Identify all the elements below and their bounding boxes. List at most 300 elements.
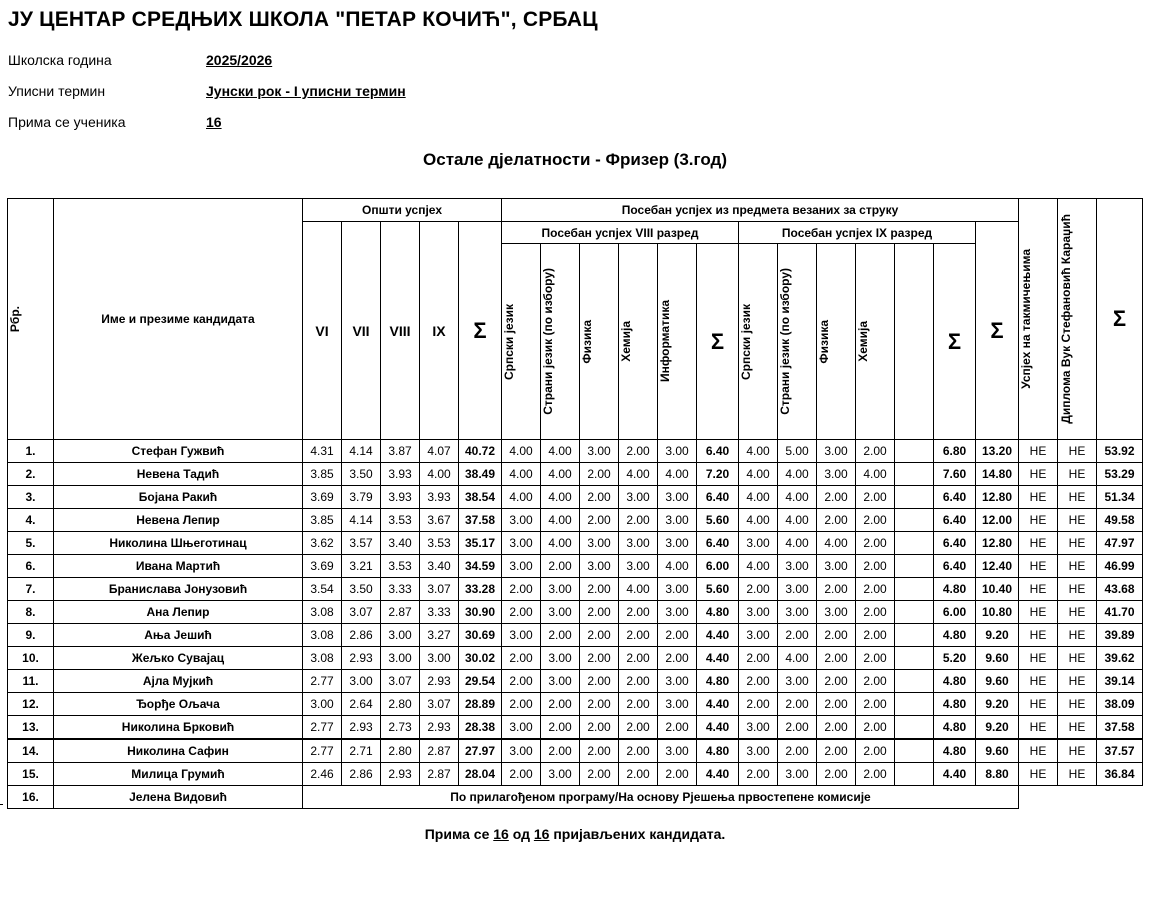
viii-subject-cell: 2.00 <box>658 716 697 740</box>
row-number: 3. <box>8 486 54 509</box>
viii-subject-cell: 3.00 <box>502 532 541 555</box>
viii-subject-cell: 3.00 <box>619 486 658 509</box>
ix-subject-cell: 4.00 <box>778 486 817 509</box>
info-label: Уписни термин <box>8 83 106 99</box>
grade-cell: 3.07 <box>381 670 420 693</box>
viii-subject-cell: 2.00 <box>502 693 541 716</box>
ix-subject-cell: 2.00 <box>856 486 895 509</box>
viii-subject-cell: 2.00 <box>658 647 697 670</box>
grade-cell: 2.86 <box>342 763 381 786</box>
ix-subject-cell: 4.00 <box>778 647 817 670</box>
ix-subject-cell: 2.00 <box>817 716 856 740</box>
competition-cell: НЕ <box>1019 716 1058 740</box>
total-score: 39.89 <box>1097 624 1143 647</box>
special-sum: 9.20 <box>976 716 1019 740</box>
general-sum: 28.04 <box>459 763 502 786</box>
grade-cell: 3.50 <box>342 578 381 601</box>
header-diploma-label: Диплома Вук Стефановић Караџић <box>1059 214 1073 424</box>
viii-subject-cell: 2.00 <box>619 601 658 624</box>
grade-cell: 3.69 <box>303 555 342 578</box>
total-score: 41.70 <box>1097 601 1143 624</box>
header-viii-subject <box>619 244 658 440</box>
ix-subject-cell <box>895 763 934 786</box>
special-sum: 12.40 <box>976 555 1019 578</box>
general-sum: 34.59 <box>459 555 502 578</box>
subject-label: Страни језик (по избору) <box>778 268 792 415</box>
viii-subject-cell: 4.00 <box>658 555 697 578</box>
diploma-cell: НЕ <box>1058 624 1097 647</box>
grade-cell: 2.77 <box>303 739 342 763</box>
ix-subject-cell: 3.00 <box>739 532 778 555</box>
viii-subject-cell: 2.00 <box>580 693 619 716</box>
general-sum: 37.58 <box>459 509 502 532</box>
ix-subject-cell: 4.00 <box>856 463 895 486</box>
grade-cell: 3.07 <box>420 693 459 716</box>
header-ix-sigma: Σ <box>934 244 976 440</box>
info-enrollment-term <box>8 83 406 99</box>
row-number: 6. <box>8 555 54 578</box>
row-number: 16. <box>8 786 54 809</box>
grade-cell: 2.73 <box>381 716 420 740</box>
subject-label: Хемија <box>856 321 870 362</box>
table-row <box>8 486 1143 509</box>
grade-cell: 3.07 <box>342 601 381 624</box>
grade-cell: 3.69 <box>303 486 342 509</box>
grade-cell: 3.00 <box>342 670 381 693</box>
viii-subject-cell: 4.00 <box>502 440 541 463</box>
ix-subject-cell: 2.00 <box>817 693 856 716</box>
ix-subject-cell: 4.00 <box>778 509 817 532</box>
viii-subject-cell: 3.00 <box>658 509 697 532</box>
header-total-sigma: Σ <box>1097 199 1143 440</box>
general-sum: 30.90 <box>459 601 502 624</box>
viii-sum: 4.80 <box>697 601 739 624</box>
total-score: 39.14 <box>1097 670 1143 693</box>
header-opsti: Општи успјех <box>303 199 502 222</box>
header-viii: Посебан успјех VIII разред <box>502 222 739 244</box>
competition-cell: НЕ <box>1019 693 1058 716</box>
grade-cell: 3.27 <box>420 624 459 647</box>
grade-cell: 3.79 <box>342 486 381 509</box>
total-score: 53.92 <box>1097 440 1143 463</box>
viii-sum: 4.40 <box>697 763 739 786</box>
ix-subject-cell: 2.00 <box>817 486 856 509</box>
general-sum: 30.02 <box>459 647 502 670</box>
header-viii-subject <box>580 244 619 440</box>
header-general-sigma: Σ <box>459 222 502 440</box>
header-viii-subject <box>541 244 580 440</box>
viii-subject-cell: 2.00 <box>580 601 619 624</box>
header-competition <box>1019 199 1058 440</box>
general-sum: 29.54 <box>459 670 502 693</box>
ix-subject-cell <box>895 601 934 624</box>
grade-cell: 4.07 <box>420 440 459 463</box>
viii-subject-cell: 3.00 <box>541 578 580 601</box>
grade-cell: 2.64 <box>342 693 381 716</box>
diploma-cell: НЕ <box>1058 716 1097 740</box>
viii-sum: 6.00 <box>697 555 739 578</box>
ix-subject-cell: 2.00 <box>739 578 778 601</box>
grade-cell: 2.77 <box>303 670 342 693</box>
special-sum: 14.80 <box>976 463 1019 486</box>
ix-subject-cell: 3.00 <box>778 578 817 601</box>
viii-subject-cell: 3.00 <box>580 532 619 555</box>
ix-subject-cell: 2.00 <box>856 440 895 463</box>
viii-subject-cell: 2.00 <box>580 763 619 786</box>
grade-cell: 3.53 <box>381 555 420 578</box>
viii-subject-cell: 2.00 <box>580 578 619 601</box>
subject-label: Хемија <box>619 321 633 362</box>
candidate-name: Жељко Суваjац <box>54 647 303 670</box>
special-sum: 9.60 <box>976 647 1019 670</box>
viii-subject-cell: 4.00 <box>619 463 658 486</box>
competition-cell: НЕ <box>1019 624 1058 647</box>
ix-sum: 6.40 <box>934 486 976 509</box>
table-row <box>8 693 1143 716</box>
competition-cell: НЕ <box>1019 739 1058 763</box>
grade-cell: 3.40 <box>381 532 420 555</box>
header-ix-subject <box>856 244 895 440</box>
grade-cell: 3.21 <box>342 555 381 578</box>
ix-subject-cell: 3.00 <box>739 624 778 647</box>
diploma-cell: НЕ <box>1058 463 1097 486</box>
ix-subject-cell <box>895 647 934 670</box>
row-number: 11. <box>8 670 54 693</box>
viii-subject-cell: 3.00 <box>541 647 580 670</box>
viii-subject-cell: 2.00 <box>502 578 541 601</box>
competition-cell: НЕ <box>1019 440 1058 463</box>
grade-cell: 3.62 <box>303 532 342 555</box>
row-number: 4. <box>8 509 54 532</box>
viii-subject-cell: 2.00 <box>619 440 658 463</box>
grade-cell: 4.14 <box>342 509 381 532</box>
ix-subject-cell: 2.00 <box>817 624 856 647</box>
candidate-name: Ана Лепир <box>54 601 303 624</box>
viii-subject-cell: 4.00 <box>541 532 580 555</box>
ix-subject-cell <box>895 716 934 740</box>
candidates-table <box>7 198 1143 809</box>
ix-subject-cell: 3.00 <box>739 601 778 624</box>
program-title: Остале дјелатности - Фризер (3.год) <box>423 150 727 169</box>
row-number: 9. <box>8 624 54 647</box>
viii-sum: 6.40 <box>697 486 739 509</box>
ix-subject-cell: 3.00 <box>778 601 817 624</box>
grade-cell: 3.85 <box>303 463 342 486</box>
general-sum: 38.54 <box>459 486 502 509</box>
footer-accepted: 16 <box>493 826 509 842</box>
viii-sum: 4.80 <box>697 739 739 763</box>
viii-subject-cell: 3.00 <box>502 555 541 578</box>
ix-sum: 4.80 <box>934 624 976 647</box>
ix-subject-cell: 4.00 <box>739 463 778 486</box>
viii-subject-cell: 2.00 <box>619 693 658 716</box>
viii-subject-cell: 4.00 <box>658 463 697 486</box>
diploma-cell: НЕ <box>1058 763 1097 786</box>
viii-subject-cell: 2.00 <box>619 670 658 693</box>
special-sum: 8.80 <box>976 763 1019 786</box>
viii-sum: 6.40 <box>697 440 739 463</box>
viii-subject-cell: 2.00 <box>541 693 580 716</box>
header-competition-label: Успјех на такмичењима <box>1019 249 1033 389</box>
grade-cell: 4.14 <box>342 440 381 463</box>
viii-subject-cell: 2.00 <box>580 716 619 740</box>
row-number: 13. <box>8 716 54 740</box>
viii-subject-cell: 3.00 <box>580 440 619 463</box>
info-students-accepted <box>8 114 222 130</box>
ix-sum: 4.80 <box>934 578 976 601</box>
grade-cell: 3.00 <box>381 624 420 647</box>
ix-subject-cell: 2.00 <box>856 532 895 555</box>
ix-subject-cell <box>895 440 934 463</box>
header-grade-vi: VI <box>303 222 342 440</box>
header-ix-subject <box>817 244 856 440</box>
info-label: Школска година <box>8 52 112 68</box>
grade-cell: 2.80 <box>381 693 420 716</box>
grade-cell: 3.07 <box>420 578 459 601</box>
grade-cell: 2.93 <box>342 716 381 740</box>
viii-subject-cell: 2.00 <box>541 555 580 578</box>
viii-subject-cell: 2.00 <box>619 647 658 670</box>
competition-cell: НЕ <box>1019 509 1058 532</box>
row-number: 5. <box>8 532 54 555</box>
viii-subject-cell: 3.00 <box>658 532 697 555</box>
margin-tick <box>0 804 3 805</box>
ix-sum: 7.60 <box>934 463 976 486</box>
viii-subject-cell: 2.00 <box>619 716 658 740</box>
ix-sum: 6.00 <box>934 601 976 624</box>
diploma-cell: НЕ <box>1058 509 1097 532</box>
grade-cell: 2.93 <box>342 647 381 670</box>
ix-subject-cell: 2.00 <box>817 647 856 670</box>
grade-cell: 2.87 <box>381 601 420 624</box>
footer-middle: од <box>512 826 530 842</box>
special-sum: 9.20 <box>976 624 1019 647</box>
competition-cell: НЕ <box>1019 486 1058 509</box>
school-title: ЈУ ЦЕНТАР СРЕДЊИХ ШКОЛА "ПЕТАР КОЧИЋ", СРБАЦ <box>8 8 598 31</box>
viii-subject-cell: 4.00 <box>541 463 580 486</box>
viii-subject-cell: 2.00 <box>658 624 697 647</box>
table-row <box>8 509 1143 532</box>
candidate-name: Ивана Мартић <box>54 555 303 578</box>
viii-subject-cell: 2.00 <box>619 739 658 763</box>
header-viii-subject <box>658 244 697 440</box>
viii-subject-cell: 2.00 <box>619 509 658 532</box>
row-number: 8. <box>8 601 54 624</box>
viii-subject-cell: 2.00 <box>619 763 658 786</box>
viii-sum: 4.40 <box>697 624 739 647</box>
ix-subject-cell: 2.00 <box>856 647 895 670</box>
viii-subject-cell: 3.00 <box>658 693 697 716</box>
ix-subject-cell <box>895 739 934 763</box>
info-value: 2025/2026 <box>206 52 273 68</box>
viii-sum: 7.20 <box>697 463 739 486</box>
ix-subject-cell: 4.00 <box>739 555 778 578</box>
ix-subject-cell: 2.00 <box>817 509 856 532</box>
row-number: 2. <box>8 463 54 486</box>
general-sum: 27.97 <box>459 739 502 763</box>
viii-subject-cell: 2.00 <box>541 716 580 740</box>
viii-subject-cell: 3.00 <box>658 601 697 624</box>
viii-sum: 5.60 <box>697 578 739 601</box>
table-row <box>8 647 1143 670</box>
ix-subject-cell: 2.00 <box>739 670 778 693</box>
viii-subject-cell: 4.00 <box>502 463 541 486</box>
ix-subject-cell: 2.00 <box>739 647 778 670</box>
subject-label: Физика <box>817 319 831 364</box>
viii-subject-cell: 3.00 <box>658 578 697 601</box>
header-ix-empty <box>895 244 934 440</box>
grade-cell: 3.33 <box>420 601 459 624</box>
ix-subject-cell: 3.00 <box>739 739 778 763</box>
special-sum: 9.60 <box>976 739 1019 763</box>
header-grade-ix: IX <box>420 222 459 440</box>
grade-cell: 3.40 <box>420 555 459 578</box>
ix-subject-cell: 2.00 <box>856 716 895 740</box>
footer-prefix: Прима се <box>424 826 490 842</box>
ix-subject-cell: 2.00 <box>856 624 895 647</box>
special-note: По прилагођеном програму/На основу Рјешења првостепене комисије <box>303 786 1019 809</box>
grade-cell: 3.67 <box>420 509 459 532</box>
header-posebni: Посебан успјех из предмета везаних за струку <box>502 199 1019 222</box>
header-grade-viii: VIII <box>381 222 420 440</box>
subject-label: Страни језик (по избору) <box>541 268 555 415</box>
header-viii-subject <box>502 244 541 440</box>
table-row <box>8 624 1143 647</box>
header-diploma <box>1058 199 1097 440</box>
grade-cell: 3.08 <box>303 601 342 624</box>
grade-cell: 4.31 <box>303 440 342 463</box>
viii-subject-cell: 2.00 <box>580 670 619 693</box>
general-sum: 28.89 <box>459 693 502 716</box>
general-sum: 40.72 <box>459 440 502 463</box>
grade-cell: 3.50 <box>342 463 381 486</box>
special-sum: 12.80 <box>976 486 1019 509</box>
row-number: 7. <box>8 578 54 601</box>
grade-cell: 2.87 <box>420 763 459 786</box>
candidate-name: Ајла Мујкић <box>54 670 303 693</box>
grade-cell: 3.93 <box>381 486 420 509</box>
ix-subject-cell: 2.00 <box>817 670 856 693</box>
candidate-name: Бојана Ракић <box>54 486 303 509</box>
ix-subject-cell: 4.00 <box>817 532 856 555</box>
total-score: 43.68 <box>1097 578 1143 601</box>
diploma-cell: НЕ <box>1058 601 1097 624</box>
candidate-name: Ања Јешић <box>54 624 303 647</box>
total-score: 46.99 <box>1097 555 1143 578</box>
row-number: 1. <box>8 440 54 463</box>
viii-subject-cell: 2.00 <box>502 763 541 786</box>
viii-subject-cell: 3.00 <box>658 440 697 463</box>
info-value: 16 <box>206 114 222 130</box>
ix-subject-cell: 2.00 <box>778 739 817 763</box>
viii-subject-cell: 2.00 <box>541 739 580 763</box>
grade-cell: 2.71 <box>342 739 381 763</box>
total-score: 53.29 <box>1097 463 1143 486</box>
grade-cell: 2.93 <box>420 716 459 740</box>
grade-cell: 3.53 <box>381 509 420 532</box>
viii-subject-cell: 2.00 <box>580 509 619 532</box>
ix-subject-cell: 4.00 <box>739 486 778 509</box>
total-score: 37.57 <box>1097 739 1143 763</box>
grade-cell: 3.87 <box>381 440 420 463</box>
grade-cell: 3.85 <box>303 509 342 532</box>
table-row <box>8 670 1143 693</box>
row-number: 10. <box>8 647 54 670</box>
info-value: Јунски рок - I уписни термин <box>206 83 406 99</box>
competition-cell: НЕ <box>1019 578 1058 601</box>
ix-subject-cell: 3.00 <box>778 670 817 693</box>
header-ix-subject <box>778 244 817 440</box>
viii-sum: 6.40 <box>697 532 739 555</box>
header-rbr <box>8 199 54 440</box>
ix-subject-cell <box>895 670 934 693</box>
general-sum: 28.38 <box>459 716 502 740</box>
grade-cell: 2.77 <box>303 716 342 740</box>
ix-subject-cell: 3.00 <box>817 440 856 463</box>
ix-subject-cell: 2.00 <box>856 509 895 532</box>
viii-subject-cell: 2.00 <box>580 486 619 509</box>
viii-subject-cell: 3.00 <box>658 486 697 509</box>
diploma-cell: НЕ <box>1058 440 1097 463</box>
table-row <box>8 440 1143 463</box>
ix-subject-cell: 2.00 <box>778 716 817 740</box>
competition-cell: НЕ <box>1019 763 1058 786</box>
grade-cell: 3.33 <box>381 578 420 601</box>
ix-subject-cell <box>895 624 934 647</box>
ix-sum: 4.80 <box>934 670 976 693</box>
viii-subject-cell: 3.00 <box>619 532 658 555</box>
special-sum: 9.60 <box>976 670 1019 693</box>
viii-subject-cell: 2.00 <box>502 670 541 693</box>
ix-subject-cell: 2.00 <box>856 763 895 786</box>
grade-cell: 2.93 <box>420 670 459 693</box>
candidate-name: Милица Грумић <box>54 763 303 786</box>
grade-cell: 3.00 <box>420 647 459 670</box>
viii-subject-cell: 4.00 <box>541 486 580 509</box>
table-row <box>8 739 1143 763</box>
viii-subject-cell: 3.00 <box>502 716 541 740</box>
header-viii-sigma: Σ <box>697 244 739 440</box>
ix-sum: 6.40 <box>934 555 976 578</box>
ix-subject-cell: 2.00 <box>856 555 895 578</box>
ix-subject-cell <box>895 532 934 555</box>
viii-subject-cell: 3.00 <box>580 555 619 578</box>
viii-subject-cell: 3.00 <box>619 555 658 578</box>
table-row <box>8 532 1143 555</box>
viii-sum: 4.80 <box>697 670 739 693</box>
grade-cell: 3.57 <box>342 532 381 555</box>
subject-label: Физика <box>580 319 594 364</box>
ix-subject-cell: 2.00 <box>817 739 856 763</box>
ix-subject-cell: 2.00 <box>856 693 895 716</box>
ix-sum: 4.80 <box>934 739 976 763</box>
table-row <box>8 463 1143 486</box>
ix-sum: 4.40 <box>934 763 976 786</box>
total-score: 49.58 <box>1097 509 1143 532</box>
viii-sum: 4.40 <box>697 647 739 670</box>
viii-subject-cell: 3.00 <box>502 509 541 532</box>
candidate-name: Невена Лепир <box>54 509 303 532</box>
ix-subject-cell <box>895 578 934 601</box>
diploma-cell: НЕ <box>1058 647 1097 670</box>
candidate-name: Николина Брковић <box>54 716 303 740</box>
special-sum: 12.00 <box>976 509 1019 532</box>
competition-cell: НЕ <box>1019 463 1058 486</box>
general-sum: 35.17 <box>459 532 502 555</box>
grade-cell: 2.86 <box>342 624 381 647</box>
diploma-cell: НЕ <box>1058 578 1097 601</box>
grade-cell: 3.00 <box>381 647 420 670</box>
